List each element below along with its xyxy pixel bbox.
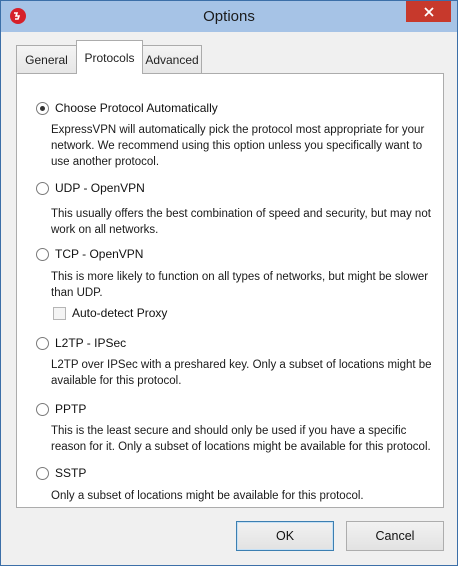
radio-udp-indicator[interactable]	[36, 182, 49, 195]
window-title: Options	[203, 8, 255, 25]
auto-detect-proxy-checkbox[interactable]	[53, 306, 167, 320]
tcp-description: This is more likely to function on all types of networks, but might be slower than UDP.	[51, 271, 429, 299]
radio-l2tp-indicator[interactable]	[36, 337, 49, 350]
radio-pptp-label: PPTP	[55, 402, 87, 416]
radio-pptp[interactable]	[36, 402, 86, 416]
radio-l2tp-label: L2TP - IPSec	[55, 336, 127, 350]
radio-sstp[interactable]	[36, 466, 86, 480]
tab-protocols[interactable]: Protocols	[76, 40, 143, 74]
l2tp-description: L2TP over IPSec with a preshared key. Only a subset of locations might be available for this protocol.	[51, 359, 432, 387]
pptp-description: This is the least secure and should only be used if you have a specific reason for it. Only a subset of locations might be available for this protocol.	[51, 425, 431, 453]
auto-detect-proxy-box[interactable]	[53, 307, 66, 320]
radio-sstp-indicator[interactable]	[36, 467, 49, 480]
radio-tcp[interactable]	[36, 247, 143, 261]
close-icon	[424, 7, 434, 17]
auto-description: ExpressVPN will automatically pick the protocol most appropriate for your network. We recommend using this option unless you specifically want to use another protocol.	[51, 124, 425, 168]
close-button[interactable]	[406, 1, 451, 22]
radio-l2tp[interactable]	[36, 336, 126, 350]
radio-tcp-indicator[interactable]	[36, 248, 49, 261]
tab-advanced[interactable]: Advanced	[142, 45, 202, 73]
protocols-panel	[16, 73, 444, 508]
radio-udp[interactable]	[36, 181, 145, 195]
radio-sstp-label: SSTP	[55, 466, 87, 480]
cancel-button[interactable]: Cancel	[346, 521, 444, 551]
radio-auto-label: Choose Protocol Automatically	[55, 101, 218, 115]
title-bar[interactable]	[1, 1, 457, 32]
radio-auto-indicator[interactable]	[36, 102, 49, 115]
udp-description: This usually offers the best combination of speed and security, but may not work on all networks.	[51, 208, 431, 236]
sstp-description: Only a subset of locations might be available for this protocol.	[51, 490, 364, 502]
ok-button[interactable]: OK	[236, 521, 334, 551]
radio-udp-label: UDP - OpenVPN	[55, 181, 145, 195]
auto-detect-proxy-label: Auto-detect Proxy	[72, 306, 168, 320]
radio-pptp-indicator[interactable]	[36, 403, 49, 416]
radio-tcp-label: TCP - OpenVPN	[55, 247, 144, 261]
radio-auto[interactable]	[36, 101, 218, 115]
tab-general[interactable]: General	[16, 45, 77, 73]
